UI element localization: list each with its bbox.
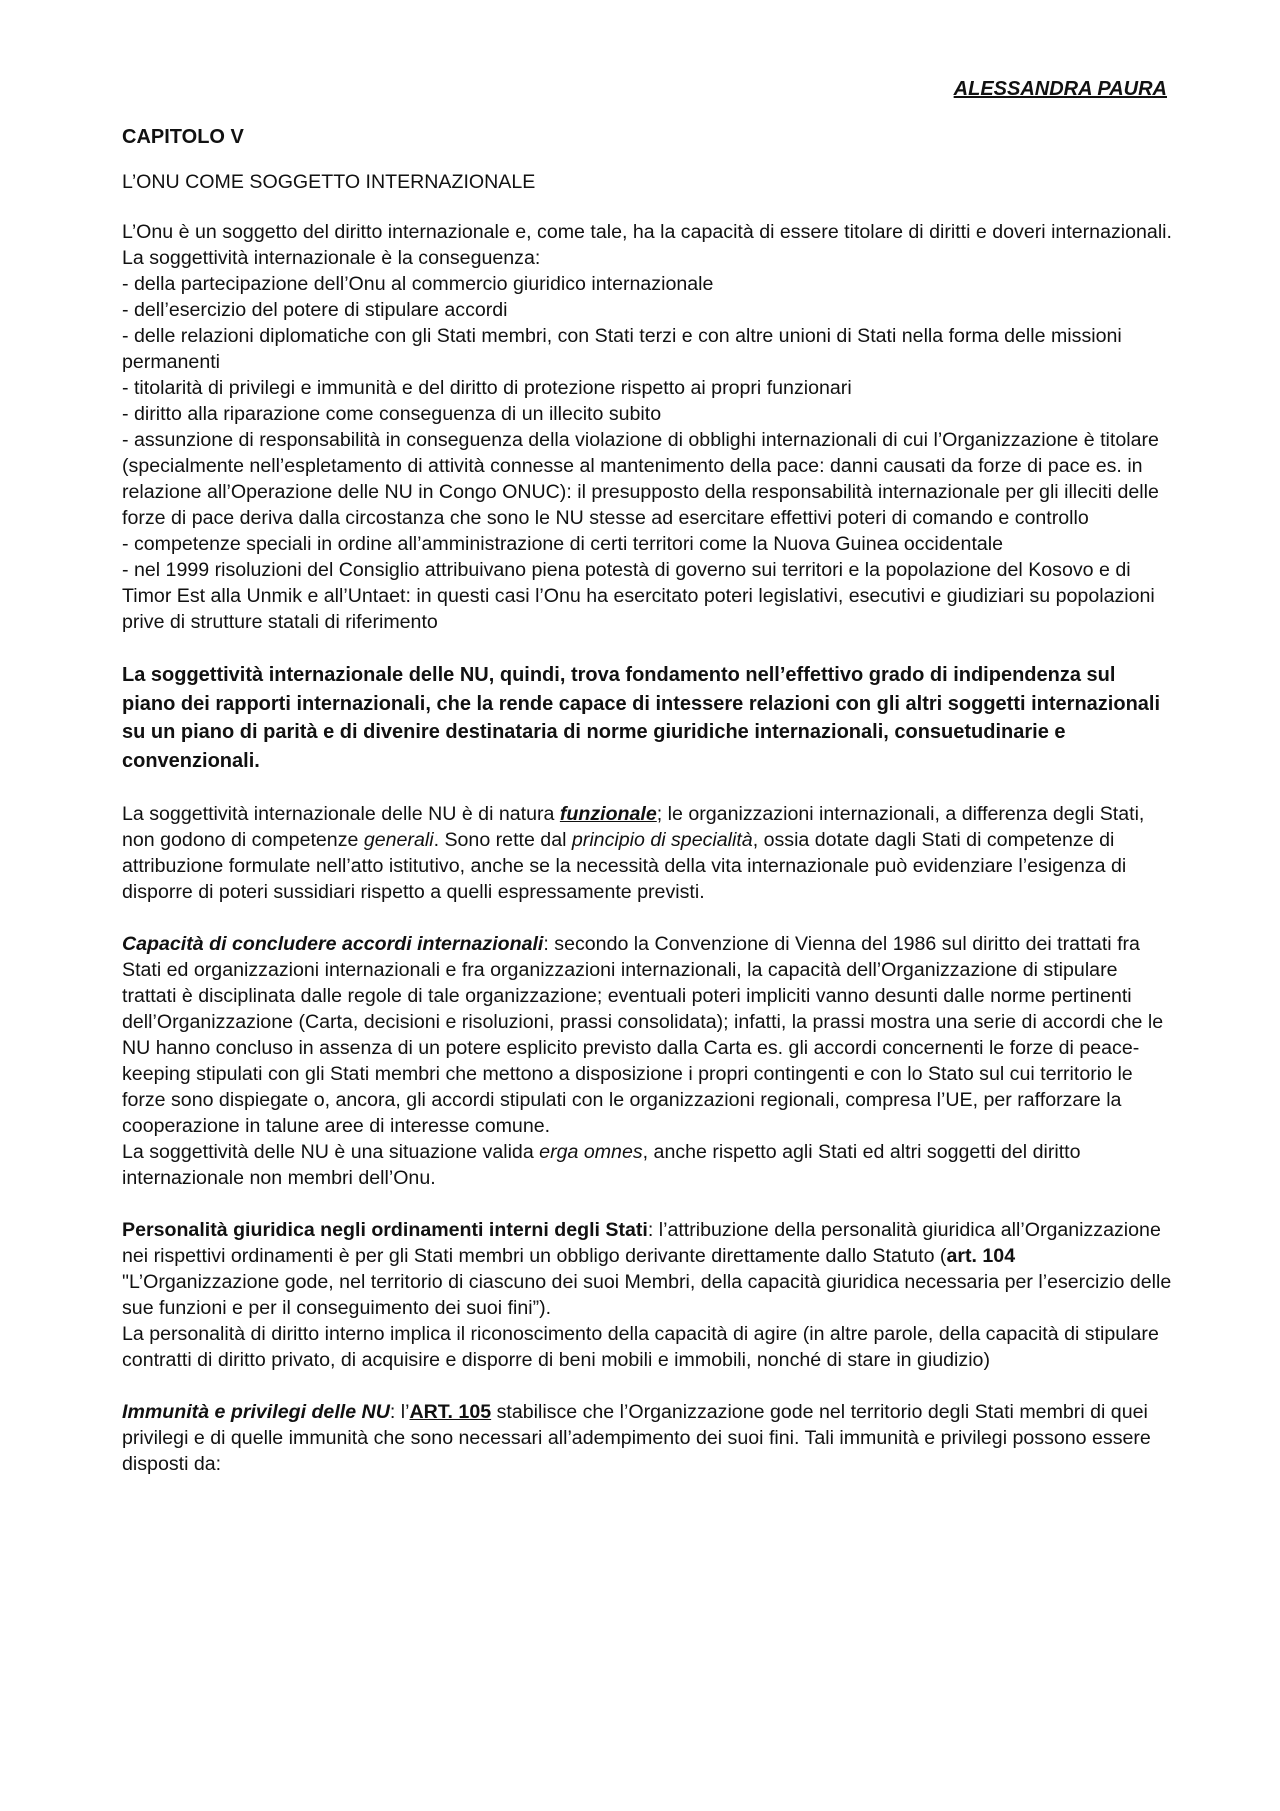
term-funzionale: funzionale (559, 803, 657, 825)
erga-omnes-paragraph (122, 1139, 1172, 1191)
art-104: art. 104 (946, 1245, 1016, 1267)
functional-text-4: , ossia dotate dagli Stati di competenze di attribuzione formulate nell’atto istitutivo, anche se la necessità della vita internazionale può evidenziare l’esigenza di disporre di poteri sussidiari rispetto a quelli espressamente previsti. (122, 829, 1127, 903)
list-item: - delle relazioni diplomatiche con gli Stati membri, con Stati terzi e con altre unioni di Stati nella forma delle missioni permanenti (122, 325, 1122, 373)
intro-block (122, 219, 1172, 635)
immunity-paragraph (122, 1399, 1172, 1477)
list-item: - nel 1999 risoluzioni del Consiglio attribuivano piena potestà di governo sui territori e la popolazione del Kosovo e di Timor Est alla Unmik e all’Untaet: in questi casi l’Onu ha esercitato poteri legislativi, esecutivi e giudiziari su popolazioni prive di strutture statali di riferimento (122, 559, 1155, 633)
author-name: ALESSANDRA PAURA (953, 78, 1167, 100)
personality-heading: Personalità giuridica negli ordinamenti interni degli Stati (122, 1219, 648, 1241)
list-item: - diritto alla riparazione come conseguenza di un illecito subito (122, 403, 662, 425)
personality-text-2: "L’Organizzazione gode, nel territorio di ciascuno dei suoi Membri, della capacità giuridica necessaria per l’esercizio delle sue funzioni e per il conseguimento dei suoi fini”). (122, 1271, 1172, 1319)
term-specialita: principio di specialità (571, 829, 753, 851)
treaties-paragraph (122, 931, 1172, 1139)
list-item: - titolarità di privilegi e immunità e del diritto di protezione rispetto ai propri funzionari (122, 377, 852, 399)
term-erga-omnes: erga omnes (539, 1141, 643, 1163)
list-item: - assunzione di responsabilità in conseguenza della violazione di obblighi internazionali di cui l’Organizzazione è titolare (specialmente nell’espletamento di attività connesse al mantenimento della pace: danni causati da forze di pace es. in relazione all’Operazione delle NU in Congo ONUC): il presupposto della responsabilità internazionale per gli illeciti delle forze di pace deriva dalla circostanza che sono le NU stesse ad esercitare effettivi poteri di comando e controllo (122, 429, 1159, 529)
personality-text-1: : l’attribuzione della personalità giuridica all’Organizzazione nei rispettivi ordinamenti è per gli Stati membri un obbligo derivante direttamente dallo Statuto ( (122, 1219, 1161, 1267)
immunity-heading: Immunità e privilegi delle NU (122, 1401, 390, 1423)
erga-text-1: La soggettività delle NU è una situazione valida (122, 1141, 540, 1163)
list-item: - dell’esercizio del potere di stipulare accordi (122, 299, 508, 321)
document-body (122, 123, 1172, 1477)
personality-paragraph-2: La personalità di diritto interno implica il riconoscimento della capacità di agire (in altre parole, della capacità di stipulare contratti di diritto privato, di acquisire e disporre di beni mobili e immobili, nonché di stare in giudizio) (122, 1323, 1159, 1371)
section-title: L’ONU COME SOGGETTO INTERNAZIONALE (122, 171, 536, 193)
list-item: - competenze speciali in ordine all’amministrazione di certi territori come la Nuova Guinea occidentale (122, 533, 1004, 555)
chapter-title: CAPITOLO V (122, 126, 244, 148)
functional-paragraph (122, 801, 1172, 905)
treaties-heading: Capacità di concludere accordi internazionali (122, 933, 544, 955)
treaties-text: : secondo la Convenzione di Vienna del 1986 sul diritto dei trattati fra Stati ed organizzazioni internazionali e fra organizzazioni internazionali, la capacità dell’Organizzazione di stipulare trattati è disciplinata dalle regole di tale organizzazione; eventuali poteri impliciti vanno desunti dalle norme pertinenti dell’Organizzazione (Carta, decisioni e risoluzioni, prassi consolidata); infatti, la prassi mostra una serie di accordi che le NU hanno concluso in assenza di un potere esplicito previsto dalla Carta es. gli accordi concernenti le forze di peace-keeping stipulati con gli Stati membri che mettono a disposizione i propri contingenti e con lo Stato sul cui territorio le forze sono dispiegate o, ancora, gli accordi stipulati con le organizzazioni regionali, compresa l’UE, per rafforzare la cooperazione in talune aree di interesse comune. (122, 933, 1164, 1137)
functional-text-1: La soggettività internazionale delle NU è di natura (122, 803, 560, 825)
list-item: - della partecipazione dell’Onu al commercio giuridico internazionale (122, 273, 714, 295)
immunity-text-2: stabilisce che l’Organizzazione gode nel territorio degli Stati membri di quei privilegi e di quelle immunità che sono necessari all’adempimento dei suoi fini. Tali immunità e privilegi possono essere disposti da: (122, 1401, 1151, 1475)
functional-text-3: . Sono rette dal (433, 829, 572, 851)
summary-paragraph: La soggettività internazionale delle NU, quindi, trova fondamento nell’effettivo grado di indipendenza sul piano dei rapporti internazionali, che la rende capace di intessere relazioni con gli altri soggetti internazionali su un piano di parità e di divenire destinataria di norme giuridiche internazionali, consuetudinarie e convenzionali. (122, 664, 1161, 772)
immunity-text-1: : l’ (389, 1401, 410, 1423)
personality-paragraph (122, 1217, 1172, 1321)
term-generali: generali (363, 829, 434, 851)
art-105: ART. 105 (409, 1401, 492, 1423)
erga-text-2: , anche rispetto agli Stati ed altri soggetti del diritto internazionale non membri dell’Onu. (122, 1141, 1081, 1189)
intro-paragraph: L’Onu è un soggetto del diritto internazionale e, come tale, ha la capacità di essere titolare di diritti e doveri internazionali. La soggettività internazionale è la conseguenza: (122, 221, 1172, 269)
functional-text-2: ; le organizzazioni internazionali, a differenza degli Stati, non godono di competenze (122, 803, 1145, 851)
